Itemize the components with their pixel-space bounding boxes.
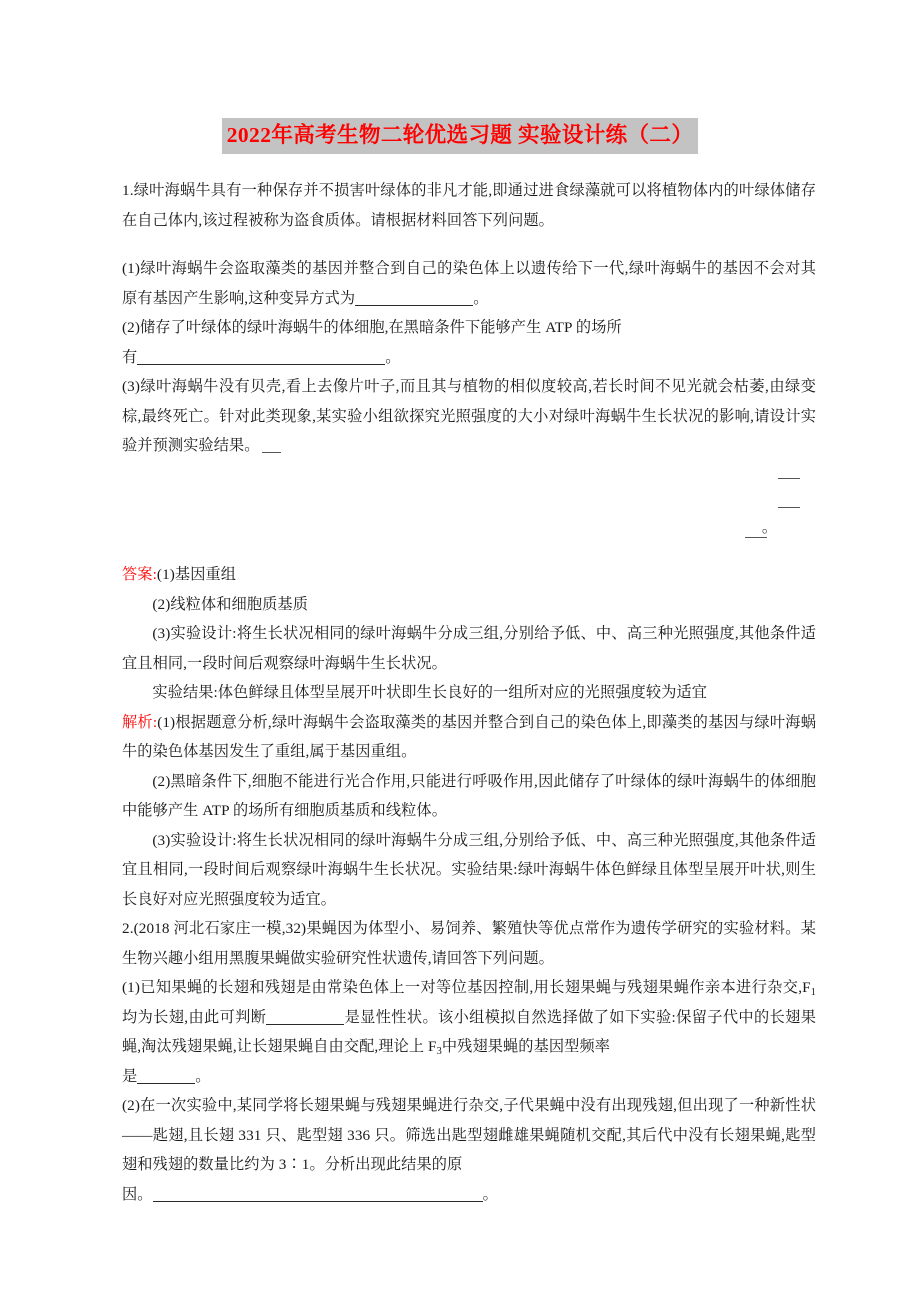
question-2-part-1: [122, 973, 816, 1062]
answer-blank[interactable]: [137, 1068, 195, 1084]
question-2-part-1-prefix: 是: [122, 1067, 138, 1085]
answer-stub-row-2: [122, 490, 816, 520]
analysis-1-text-1: (1)根据题意分析,绿叶海蜗牛会盗取藻类的基因并整合到自己的染色体上,即藻类的基因与绿叶海蜗牛的染色体基因发生了重组,属于基因重组。: [122, 713, 816, 760]
answer-stub[interactable]: [778, 466, 800, 479]
document-body: [122, 176, 816, 1209]
question-1-part-2-blank-line: [122, 343, 816, 373]
question-2-part-1-text-c: 是显性性状。该小组模拟自然选择做了如下实验:保留子代中的长翅果蝇,淘汰残翅果蝇,让长翅果蝇自由交配,理论上 F: [122, 1008, 816, 1055]
answer-1-line-2: (2)线粒体和细胞质基质: [152, 595, 308, 613]
page-title: 2022年高考生物二轮优选习题 实验设计练（二）: [222, 118, 698, 154]
question-2-part-2: (2)在一次实验中,某同学将长翅果蝇与残翅果蝇进行杂交,子代果蝇中没有出现残翅,但出现了一种新性状——匙翅,且长翅 331 只、匙型翅 336 只。筛选出匙型翅雌雄果蝇随机交配,其后代中没有长翅果蝇,匙型翅和残翅的数量比约为 3∶1。分析出现此结果的原: [122, 1097, 816, 1173]
f1-subscript: 1: [810, 986, 816, 998]
question-2-stem: 2.(2018 河北石家庄一模,32)果蝇因为体型小、易饲养、繁殖快等优点常作为遗传学研究的实验材料。某生物兴趣小组用黑腹果蝇做实验研究性状遗传,请回答下列问题。: [122, 920, 816, 967]
answer-stub-period: 。: [761, 518, 777, 536]
answer-label: 答案:: [122, 566, 157, 583]
question-2-part-2-prefix: 因。: [122, 1185, 153, 1203]
question-1-stem: 1.绿叶海蜗牛具有一种保存并不损害叶绿体的非凡才能,即通过进食绿藻就可以将植物体内的叶绿体储存在自己体内,该过程被称为盗食质体。请根据材料回答下列问题。: [122, 182, 816, 229]
page-title-container: [0, 118, 920, 154]
question-1-part-2: [122, 313, 816, 343]
question-2-part-1-text-a: (1)已知果蝇的长翅和残翅是由常染色体上一对等位基因控制,用长翅果蝇与残翅果蝇作亲本进行杂交,F: [122, 979, 811, 996]
answer-1-line-1: [122, 560, 816, 590]
answer-stub[interactable]: [778, 495, 800, 508]
question-1-part-3-text: (3)绿叶海蜗牛没有贝壳,看上去像片叶子,而且其与植物的相似度较高,若长时间不见光就会枯萎,由绿变棕,最终死亡。针对此类现象,某实验小组欲探究光照强度的大小对绿叶海蜗牛生长状况的影响,请设计实验并预测实验结果。: [122, 378, 816, 454]
question-2-part-2-period: 。: [482, 1185, 498, 1203]
question-2-part-1-period: 。: [195, 1067, 211, 1085]
question-1-part-2-prefix: 有: [122, 348, 138, 366]
spacer: [122, 235, 816, 254]
question-1-part-2-period: 。: [385, 348, 401, 366]
question-2-part-1-blank-line: [122, 1062, 816, 1092]
question-1-part-1-text: (1)绿叶海蜗牛会盗取藻类的基因并整合到自己的染色体上以遗传给下一代,绿叶海蜗牛的基因不会对其原有基因产生影响,这种变异方式为: [122, 260, 816, 307]
question-1-part-3: [122, 372, 816, 461]
question-1-part-2-text: (2)储存了叶绿体的绿叶海蜗牛的体细胞,在黑暗条件下能够产生 ATP 的场所: [122, 319, 622, 336]
f3-subscript: 3: [436, 1045, 442, 1057]
answer-blank[interactable]: [266, 1009, 344, 1025]
question-1-part-1-period: 。: [473, 289, 489, 307]
analysis-1-line-2: (2)黑暗条件下,细胞不能进行光合作用,只能进行呼吸作用,因此储存了叶绿体的绿叶海蜗牛的体细胞中能够产生 ATP 的场所有细胞质基质和线粒体。: [122, 772, 816, 819]
analysis-1-line-1: [122, 708, 816, 767]
question-2-part-1-text-b: 均为长翅,由此可判断: [122, 1008, 267, 1026]
answer-1-text-1: (1)基因重组: [156, 566, 237, 583]
answer-1-line-4: 实验结果:体色鲜绿且体型呈展开叶状即生长良好的一组所对应的光照强度较为适宜: [152, 684, 708, 701]
question-2-part-1-text-d: 中残翅果蝇的基因型频率: [441, 1038, 611, 1055]
analysis-1-line-3: (3)实验设计:将生长状况相同的绿叶海蜗牛分成三组,分别给予低、中、高三种光照强度,其他条件适宜且相同,一段时间后观察绿叶海蜗牛生长状况。实验结果:绿叶海蜗牛体色鲜绿且体型呈展开叶状,则生长良好对应光照强度较为适宜。: [122, 831, 816, 908]
answer-blank[interactable]: [137, 349, 385, 365]
answer-stub[interactable]: [262, 440, 281, 453]
answer-stub-row-3: [122, 520, 816, 550]
question-1-part-1: [122, 254, 816, 313]
spacer: [122, 549, 816, 560]
answer-1-line-3: (3)实验设计:将生长状况相同的绿叶海蜗牛分成三组,分别给予低、中、高三种光照强度,其他条件适宜且相同,一段时间后观察绿叶海蜗牛生长状况。: [122, 625, 816, 672]
analysis-label: 解析:: [122, 713, 158, 731]
answer-blank[interactable]: [153, 1186, 483, 1202]
answer-stub-row-1: [122, 461, 816, 491]
answer-blank[interactable]: [355, 290, 473, 306]
question-2-part-2-blank-line: [122, 1180, 816, 1210]
